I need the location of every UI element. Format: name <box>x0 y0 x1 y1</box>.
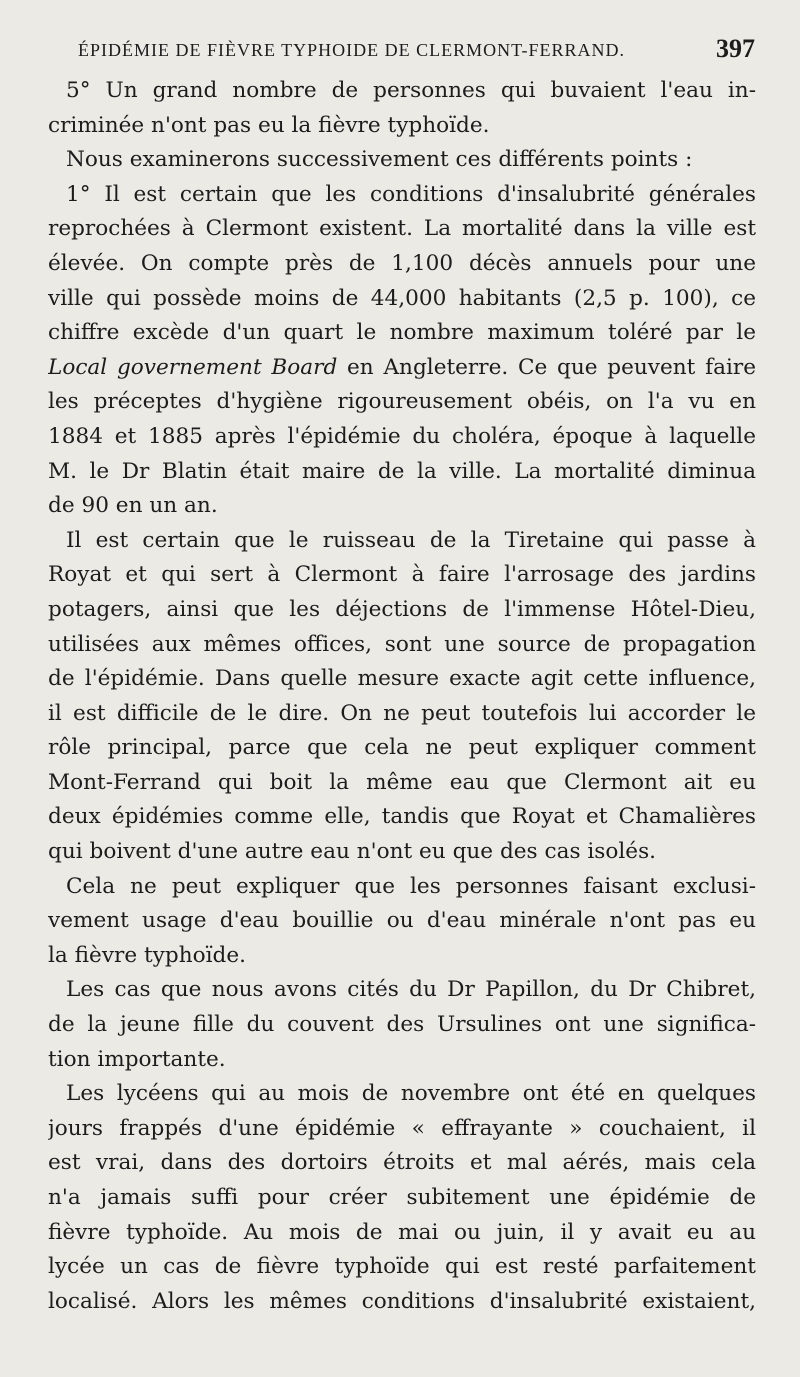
text-line: de la jeune fille du couvent des Ursulines ont une significa- <box>48 1012 756 1038</box>
text-line: fièvre typhoïde. Au mois de mai ou juin, il y avait eu au <box>48 1219 756 1245</box>
text-line: vement usage d'eau bouillie ou d'eau minérale n'ont pas eu <box>48 908 756 934</box>
body-text <box>48 74 756 1319</box>
page-number: 397 <box>716 34 755 63</box>
text-line: chiffre excède d'un quart le nombre maximum toléré par le <box>48 320 756 346</box>
text-line: est vrai, dans des dortoirs étroits et mal aérés, mais cela <box>48 1150 756 1176</box>
text-line: qui boivent d'une autre eau n'ont eu que des cas isolés. <box>48 839 657 865</box>
text-line: rôle principal, parce que cela ne peut expliquer comment <box>48 735 756 761</box>
text-line: lycée un cas de fièvre typhoïde qui est resté parfaitement <box>48 1254 756 1280</box>
running-head: ÉPIDÉMIE DE FIÈVRE TYPHOIDE DE CLERMONT-FERRAND. <box>78 40 625 60</box>
text-line: Les lycéens qui au mois de novembre ont été en quelques <box>66 1081 756 1107</box>
text-line: localisé. Alors les mêmes conditions d'insalubrité existaient, <box>48 1288 756 1314</box>
text-line: Il est certain que le ruisseau de la Tiretaine qui passe à <box>66 527 756 553</box>
text-line: 5° Un grand nombre de personnes qui buvaient l'eau in- <box>66 78 756 103</box>
text-line: de l'épidémie. Dans quelle mesure exacte agit cette influence, <box>48 666 756 692</box>
text-line: 1° Il est certain que les conditions d'insalubrité générales <box>66 181 756 207</box>
text-line: ville qui possède moins de 44,000 habitants (2,5 p. 100), ce <box>48 285 756 311</box>
text-line: M. le Dr Blatin était maire de la ville. La mortalité diminua <box>48 458 756 484</box>
text-line: deux épidémies comme elle, tandis que Royat et Chamalières <box>48 804 756 830</box>
text-line: tion importante. <box>48 1046 226 1072</box>
text-line: Mont-Ferrand qui boit la même eau que Clermont ait eu <box>48 769 756 795</box>
text-line: Cela ne peut expliquer que les personnes faisant exclusi- <box>66 873 756 899</box>
text-line: reprochées à Clermont existent. La mortalité dans la ville est <box>48 216 756 242</box>
text-line: les préceptes d'hygiène rigoureusement obéis, on l'a vu en <box>48 389 756 415</box>
text-line: il est difficile de le dire. On ne peut toutefois lui accorder le <box>48 700 756 726</box>
text-line: utilisées aux mêmes offices, sont une source de propagation <box>48 631 756 657</box>
text-line: jours frappés d'une épidémie « effrayante » couchaient, il <box>48 1115 756 1141</box>
text-line: Les cas que nous avons cités du Dr Papillon, du Dr Chibret, <box>66 977 756 1003</box>
text-line: 1884 et 1885 après l'épidémie du choléra, époque à laquelle <box>48 423 756 449</box>
text-line: de 90 en un an. <box>48 493 218 519</box>
text-line: Royat et qui sert à Clermont à faire l'arrosage des jardins <box>48 562 756 588</box>
text-line: Nous examinerons successivement ces différents points : <box>66 147 693 173</box>
text-line: criminée n'ont pas eu la fièvre typhoïde. <box>48 112 490 138</box>
text-line-with-italic: Local governement Board en Angleterre. Ce que peuvent faire <box>48 354 756 380</box>
text-line: potagers, ainsi que les déjections de l'immense Hôtel-Dieu, <box>48 596 756 622</box>
italic-phrase: Local governement Board <box>48 354 338 380</box>
page-header <box>78 30 755 70</box>
text-line: n'a jamais suffi pour créer subitement une épidémie de <box>48 1185 756 1210</box>
text-line: élevée. On compte près de 1,100 décès annuels pour une <box>48 250 756 276</box>
text-line: la fièvre typhoïde. <box>48 942 246 968</box>
